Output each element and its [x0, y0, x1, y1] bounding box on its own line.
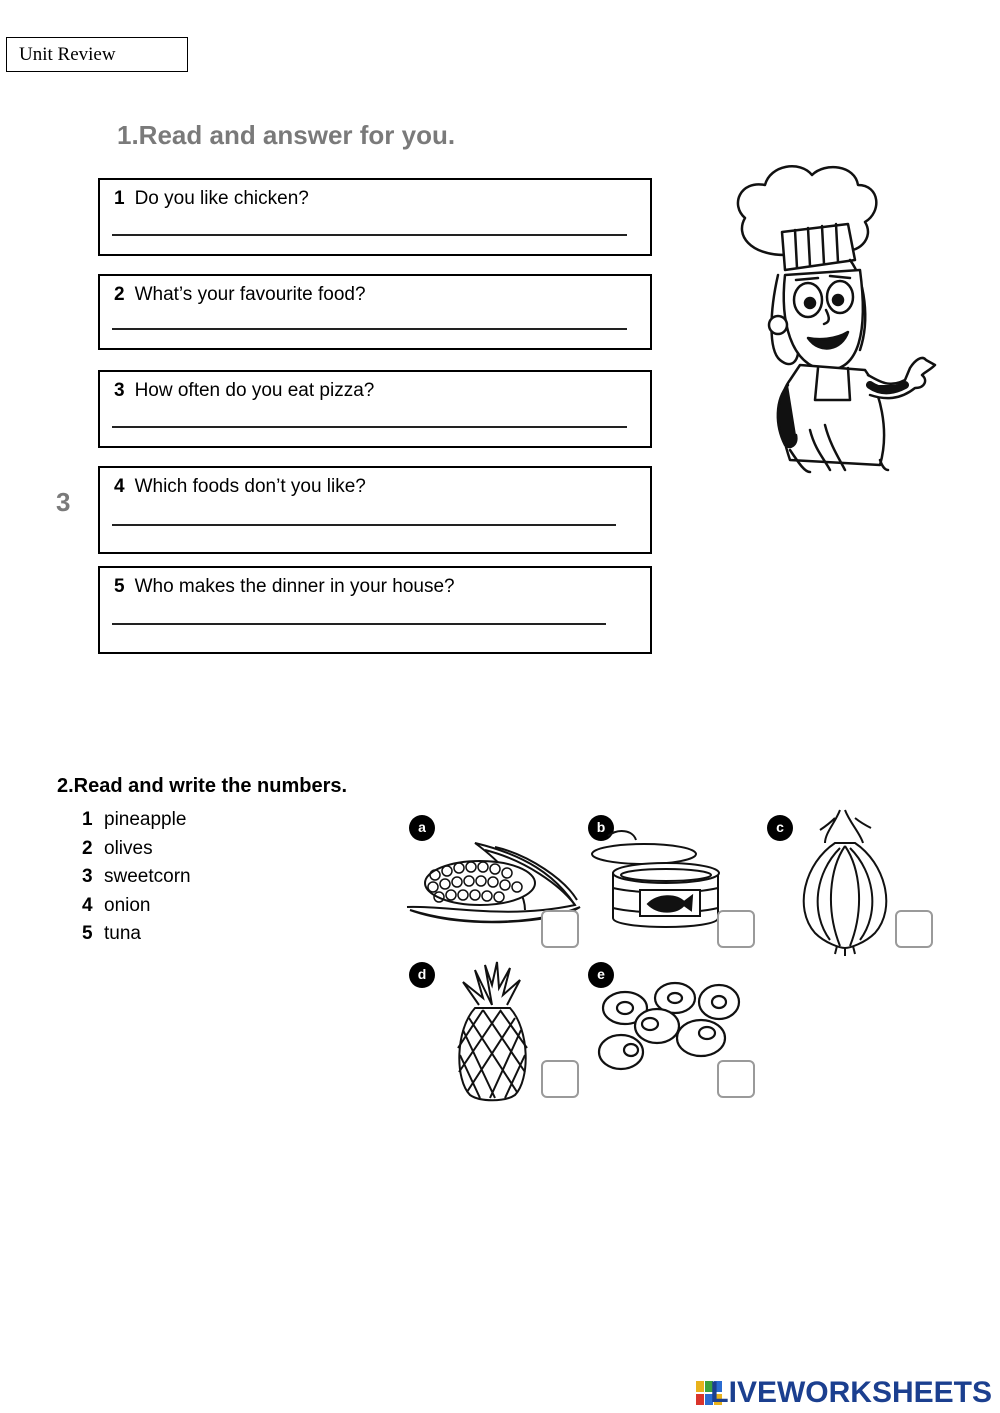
side-page-number: 3 — [56, 487, 71, 517]
badge-b: b — [588, 815, 614, 841]
answer-box-e[interactable] — [717, 1060, 755, 1098]
list-item: 5 tuna — [82, 923, 141, 944]
question-number: 2 — [114, 284, 125, 305]
question-text: How often do you eat pizza? — [134, 380, 375, 401]
question-box-5 — [98, 566, 652, 654]
badge-e: e — [588, 962, 614, 988]
answer-box-b[interactable] — [717, 910, 755, 948]
question-box-3 — [98, 370, 652, 448]
answer-box-c[interactable] — [895, 910, 933, 948]
badge-d: d — [409, 962, 435, 988]
question-number: 4 — [114, 476, 125, 497]
question-text: What’s your favourite food? — [134, 284, 366, 305]
list-item: 2 olives — [82, 837, 153, 859]
answer-box-a[interactable] — [541, 910, 579, 948]
chef-girl-icon — [730, 160, 940, 475]
answer-box-d[interactable] — [541, 1060, 579, 1098]
unit-review-label: Unit Review — [6, 37, 188, 72]
word-list — [82, 808, 191, 951]
list-item: 1 pineapple — [82, 809, 187, 830]
question-number: 3 — [114, 380, 125, 401]
olives-icon — [595, 978, 745, 1073]
list-item: 4 onion — [82, 894, 151, 916]
section2-title: 2.Read and write the numbers. — [57, 775, 348, 797]
question-number: 1 — [114, 188, 125, 209]
question-box-1 — [98, 178, 652, 256]
answer-line-1[interactable] — [112, 234, 627, 236]
badge-c: c — [767, 815, 793, 841]
pineapple-icon — [455, 960, 530, 1103]
question-text: Do you like chicken? — [134, 188, 309, 209]
answer-line-2[interactable] — [112, 328, 627, 330]
question-text: Which foods don’t you like? — [134, 476, 366, 497]
list-item: 3 sweetcorn — [82, 866, 191, 887]
answer-line-3[interactable] — [112, 426, 627, 428]
badge-a: a — [409, 815, 435, 841]
liveworksheets-brand: LIVEWORKSHEETS — [710, 1376, 992, 1409]
question-text: Who makes the dinner in your house? — [134, 576, 455, 597]
onion-icon — [795, 808, 895, 956]
question-box-2 — [98, 274, 652, 350]
question-box-4 — [98, 466, 652, 554]
question-number: 5 — [114, 576, 125, 597]
answer-line-4[interactable] — [112, 524, 616, 526]
answer-line-5[interactable] — [112, 623, 606, 625]
section1-title: 1.Read and answer for you. — [117, 120, 456, 150]
